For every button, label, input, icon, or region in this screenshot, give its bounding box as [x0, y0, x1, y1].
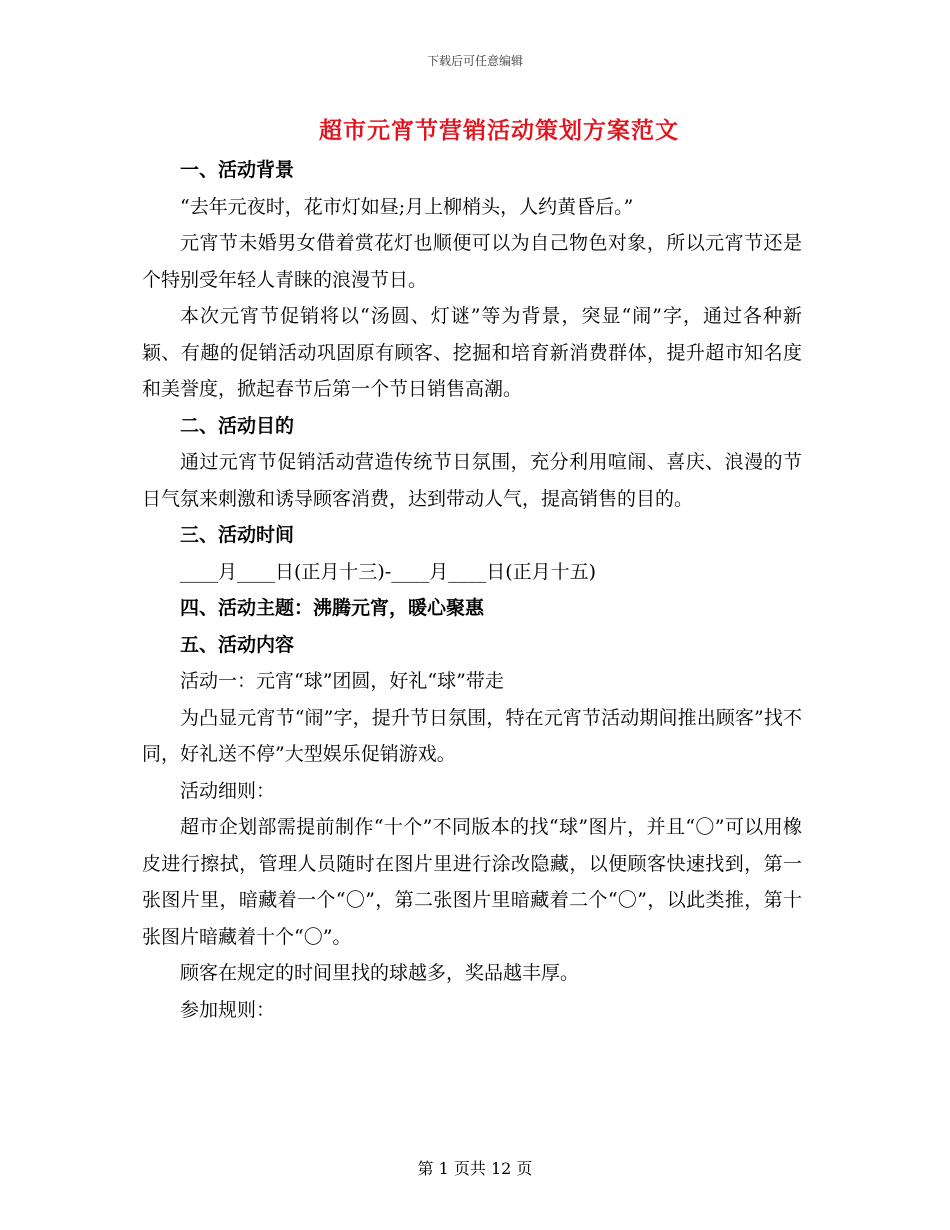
section-heading-time: 三、活动时间 — [180, 524, 295, 546]
paragraph-rules-detail: 超市企划部需提前制作“十个”不同版本的找“球”图片，并且“〇”可以用橡皮进行擦拭，管理人员随时在图片里进行涂改隐藏，以便顾客快速找到，第一张图片里，暗藏着一个“〇”，第二张图片里暗藏着二个“〇”，以此类推，第十张图片暗藏着十个“〇”。 — [142, 816, 802, 948]
paragraph-purpose: 通过元宵节促销活动营造传统节日氛围，充分利用喧闹、喜庆、浪漫的节日气氛来刺激和诱导顾客消费，达到带动人气，提高销售的目的。 — [142, 451, 802, 510]
paragraph-activity-description: 为凸显元宵节“闹”字，提升节日氛围，特在元宵节活动期间推出顾客”找不同，好礼送不停”大型娱乐促销游戏。 — [142, 706, 802, 765]
document-body — [142, 152, 802, 1028]
page-footer: 第 1 页共 12 页 — [417, 1159, 533, 1178]
paragraph-intro: 元宵节未婚男女借着赏花灯也顺便可以为自己物色对象，所以元宵节还是个特别受年轻人青睐的浪漫节日。 — [142, 232, 802, 291]
paragraph-poem: “去年元夜时，花市灯如昼;月上柳梢头，人约黄昏后。” — [180, 195, 634, 218]
section-heading-purpose: 二、活动目的 — [180, 414, 295, 437]
section-heading-background: 一、活动背景 — [180, 159, 295, 181]
document-title: 超市元宵节营销活动策划方案范文 — [319, 117, 679, 144]
paragraph-promotion-background: 本次元宵节促销将以“汤圆、灯谜”等为背景，突显“闹”字，通过各种新颖、有趣的促销活动巩固原有顾客、挖掘和培育新消费群体，提升超市知名度和美誉度，掀起春节后第一个节日销售高潮。 — [142, 305, 802, 400]
paragraph-reward: 顾客在规定的时间里找的球越多，奖品越丰厚。 — [180, 962, 580, 984]
section-heading-content: 五、活动内容 — [180, 633, 295, 656]
paragraph-rules-label: 活动细则： — [180, 779, 276, 802]
paragraph-time: ____月____日(正月十三)-____月____日(正月十五) — [180, 560, 597, 583]
header-note: 下载后可任意编辑 — [426, 54, 523, 68]
section-heading-theme: 四、活动主题：沸腾元宵，暖心聚惠 — [180, 597, 485, 619]
paragraph-activity-one: 活动一：元宵“球”团圆，好礼“球”带走 — [180, 670, 504, 692]
paragraph-participation-label: 参加规则： — [180, 998, 276, 1021]
